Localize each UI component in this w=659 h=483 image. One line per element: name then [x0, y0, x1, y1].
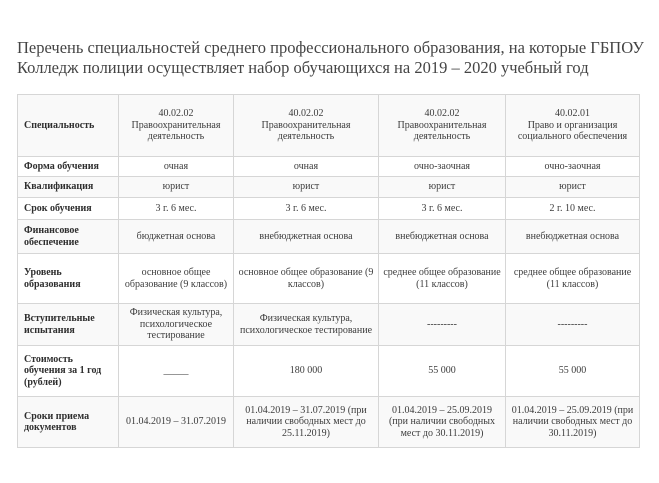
table-cell: очная	[234, 157, 379, 177]
table-cell	[119, 95, 234, 157]
table-cell: основное общее образование (9 классов)	[234, 254, 379, 304]
table-cell: среднее общее образование (11 классов)	[379, 254, 506, 304]
table-row-form	[18, 157, 640, 177]
table-cell: очная	[119, 157, 234, 177]
table-cell: очно-заочная	[506, 157, 640, 177]
specialty-name: Правоохранительная деятельность	[131, 119, 221, 143]
table-row-term	[18, 198, 640, 220]
table-cell: юрист	[234, 177, 379, 198]
table-cell: очно-заочная	[379, 157, 506, 177]
table-row-level	[18, 254, 640, 304]
table-row-cost	[18, 346, 640, 397]
table-row-dates	[18, 397, 640, 448]
table-cell: 180 000	[234, 346, 379, 397]
table-cell: 3 г. 6 мес.	[119, 198, 234, 220]
specialty-code: 40.02.01	[555, 108, 590, 120]
table-cell: 3 г. 6 мес.	[234, 198, 379, 220]
table-cell: 3 г. 6 мес.	[379, 198, 506, 220]
table-cell: юрист	[379, 177, 506, 198]
row-label: Вступительные испытания	[18, 304, 119, 346]
specialty-code: 40.02.02	[288, 108, 324, 120]
table-cell	[379, 95, 506, 157]
specialty-code: 40.02.02	[424, 108, 460, 120]
page-title	[17, 38, 647, 78]
table-cell: 01.04.2019 – 31.07.2019 (при наличии свободных мест до 25.11.2019)	[234, 397, 379, 448]
row-label: Специальность	[18, 95, 119, 157]
table-cell: ---------	[379, 304, 506, 346]
table-row-specialty	[18, 95, 640, 157]
title-line-2: Колледж полиции осуществляет набор обучающихся на 2019 – 2020 учебный год	[17, 58, 589, 77]
table-cell: основное общее образование (9 классов)	[119, 254, 234, 304]
specialty-name: Право и организация социального обеспечения	[517, 119, 628, 143]
table-row-qualification	[18, 177, 640, 198]
table-row-funding	[18, 220, 640, 254]
table-cell: Физическая культура, психологическое тестирование	[119, 304, 234, 346]
table-cell	[506, 95, 640, 157]
row-label: Квалификация	[18, 177, 119, 198]
table-cell: 01.04.2019 – 25.09.2019 (при наличии свободных мест до 30.11.2019)	[506, 397, 640, 448]
table-cell: юрист	[119, 177, 234, 198]
table-cell: 2 г. 10 мес.	[506, 198, 640, 220]
specialty-code: 40.02.02	[158, 108, 194, 120]
row-label: Уровень образования	[18, 254, 119, 304]
table-cell: внебюджетная основа	[234, 220, 379, 254]
table-cell: 01.04.2019 – 31.07.2019	[119, 397, 234, 448]
table-cell: 01.04.2019 – 25.09.2019 (при наличии свободных мест до 30.11.2019)	[379, 397, 506, 448]
specialty-name: Правоохранительная деятельность	[261, 119, 351, 143]
specialties-table	[17, 94, 640, 448]
table-cell: 55 000	[506, 346, 640, 397]
table-cell: внебюджетная основа	[379, 220, 506, 254]
row-label: Форма обучения	[18, 157, 119, 177]
table-cell: среднее общее образование (11 классов)	[506, 254, 640, 304]
title-line-1: Перечень специальностей среднего профессионального образования, на которые ГБПОУ	[17, 38, 644, 57]
row-label: Срок обучения	[18, 198, 119, 220]
table-cell: юрист	[506, 177, 640, 198]
row-label: Финансовое обеспечение	[18, 220, 119, 254]
table-cell: ---------	[506, 304, 640, 346]
table-cell: _____	[119, 346, 234, 397]
row-label: Сроки приема документов	[18, 397, 119, 448]
table-row-exams	[18, 304, 640, 346]
table-cell	[234, 95, 379, 157]
table-cell: внебюджетная основа	[506, 220, 640, 254]
table-cell: 55 000	[379, 346, 506, 397]
row-label: Стоимость обучения за 1 год (рублей)	[18, 346, 119, 397]
specialty-name: Правоохранительная деятельность	[397, 119, 487, 143]
table-cell: Физическая культура, психологическое тестирование	[234, 304, 379, 346]
table-cell: бюджетная основа	[119, 220, 234, 254]
